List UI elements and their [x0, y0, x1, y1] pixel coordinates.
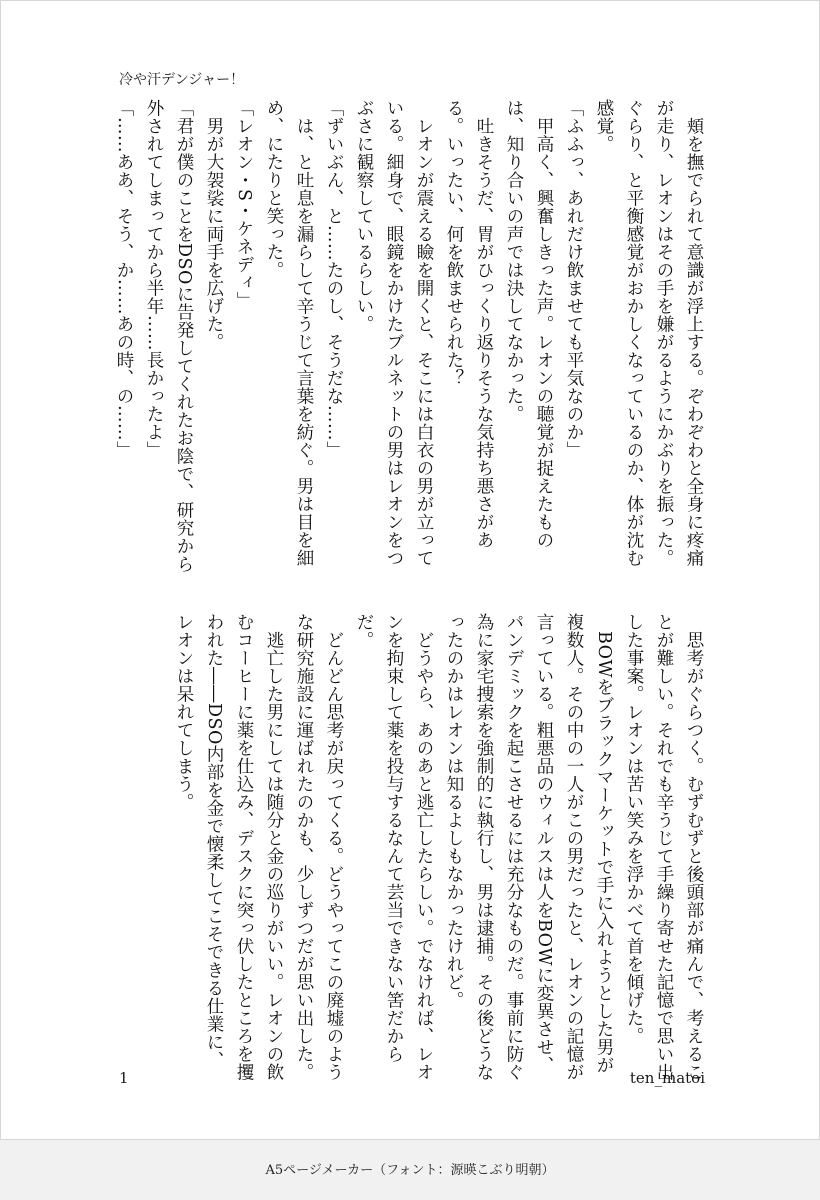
paragraph: BOWをブラックマーケットで手に入れようとした男が複数人。その中の一人がこの男だったと、レオンの記憶が言っている。粗悪品のウィルスは人をBOWに変異させ、パンデミックを起こさせるには充分なものだ。事前に防ぐ為に家宅捜索を強制的に執行し、男は逮捕。その後どうなったのかはレオンは知るよしもなかったけれど。	[444, 613, 614, 1081]
author-name: ten_matoi	[629, 1069, 705, 1087]
paragraph: 吐きそうだ、胃がひっくり返りそうな気持ち悪さがある。いったい、何を飲ませられた？	[444, 99, 494, 549]
page-header-title: 冷や汗デンジャー！	[119, 72, 245, 88]
paragraph: 思考がぐらつく。むずむずと後頭部が痛んで、考えることが難しい。それでも辛うじて手繰り寄せた記憶で思い出した事案。レオンは苦い笑みを浮かべて首を傾げた。	[624, 613, 704, 1081]
dialogue-line: 「ふふっ、あれだけ飲ませても平気なのか」	[564, 99, 584, 459]
dialogue-line: 「ずいぶん、と……たのし、そうだな……」	[324, 99, 344, 459]
text-block-lower	[117, 613, 709, 1083]
dialogue-line: 「君が僕のことをDSOに告発してくれたお陰で、研究から外されてしまってから半年……長かったよ」	[144, 99, 194, 573]
page-number: 1	[119, 1069, 129, 1087]
dialogue-line: 「……ああ、そう、か……あの時、の……」	[114, 99, 134, 459]
paragraph: どうやら、あのあと逃亡したらしい。でなければ、レオンを拘束して薬を投与するなんて芸当できない筈だからだ。	[354, 613, 434, 1081]
paragraph: は、と吐息を漏らして辛うじて言葉を紡ぐ。男は目を細め、にたりと笑った。	[264, 99, 314, 567]
dialogue-line: 「レオン・S・ケネディ」	[234, 99, 254, 310]
paragraph: 甲高く、興奮しきった声。レオンの聴覚が捉えたものは、知り合いの声では決してなかった。	[504, 99, 554, 549]
text-block-upper	[114, 99, 709, 583]
paragraph: 頬を撫でられて意識が浮上する。ぞわぞわと全身に疼痛が走り、レオンはその手を嫌がるようにかぶりを振った。ぐらり、と平衡感覚がおかしくなっているのか、体が沈む感覚。	[594, 99, 704, 567]
paragraph: 男が大袈裟に両手を広げた。	[204, 116, 224, 351]
paragraph: 逃亡した男にしては随分と金の巡りがいい。レオンの飲むコーヒーに薬を仕込み、デスクに突っ伏したところを攫われた――DSO内部を金で懐柔してこそできる仕業に、レオンは呆れてしまう。	[174, 613, 284, 1081]
generator-credit: A5ページメーカー（フォント：源暎こぶり明朝）	[265, 1163, 555, 1178]
paragraph: レオンが震える瞼を開くと、そこには白衣の男が立っている。細身で、眼鏡をかけたブルネットの男はレオンをつぶさに観察しているらしい。	[354, 99, 434, 567]
paragraph: どんどん思考が戻ってくる。どうやってこの廃墟のような研究施設に運ばれたのかも、少しずつだが思い出した。	[294, 613, 344, 1081]
